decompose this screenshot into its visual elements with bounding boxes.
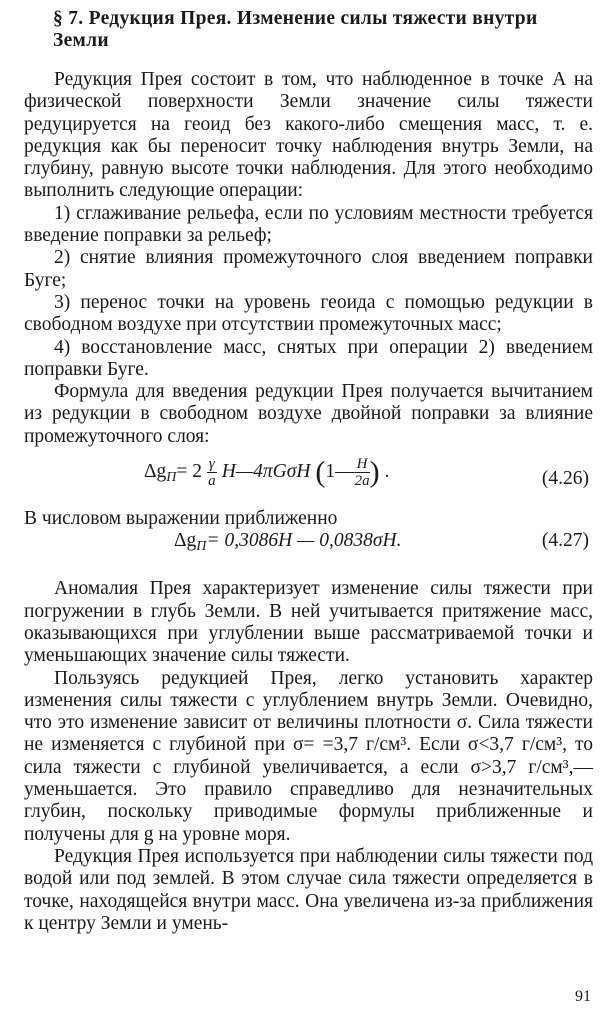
- paragraph-formula-intro: Формула для введения редукции Прея получается вычитанием из редукции в свободном воздухе двойной поправки за влияние промежуточного слоя:: [24, 381, 593, 447]
- paragraph-density: Пользуясь редукцией Прея, легко установить характер изменения силы тяжести с углублением внутрь Земли. Очевидно, что это изменение зависит от величины плотности σ. Сила тяжести не изменяется с глубиной при σ= =3,7 г/см³. Если σ<3,7 г/см³, то сила тяжести с глубиной увеличивается, а если σ>3,7 г/см³,— уменьшается. Это правило справедливо для незначительных глубин, поскольку приводимые формулы приближенные и получены для g на уровне моря.: [24, 667, 593, 845]
- equation-number-4-26: (4.26): [541, 468, 589, 490]
- list-item-3: 3) перенос точки на уровень геоида с помощью редукции в свободном воздухе при отсутствии промежуточных масс;: [24, 291, 593, 336]
- formula-4-26: [24, 454, 593, 502]
- formula-4-26-expression: $\Delta g_П= 2$ $\frac{\gamma}{a}$ H—4πGσH (1— $\frac{H}{2a}$ ) .: [144, 455, 390, 490]
- page-number: 91: [575, 988, 591, 1005]
- fraction-h-2a: $\frac{H}{2a}$: [354, 456, 370, 490]
- paragraph-usage: Редукция Прея используется при наблюдении силы тяжести под водой или под землей. В этом случае сила тяжести определяется в точке, находящейся внутри масс. Она увеличена из-за приближения к центру Земли и умень-: [24, 845, 593, 934]
- section-title: § 7. Редукция Прея. Изменение силы тяжести внутри Земли: [53, 8, 538, 51]
- fraction-gamma-a: $\frac{\gamma}{a}$: [208, 456, 216, 490]
- paragraph-numeric: В числовом выражении приближенно: [24, 508, 338, 530]
- paragraph-anomaly: Аномалия Прея характеризует изменение силы тяжести при погружении в глубь Земли. В ней учитывается притяжение масс, оказывающихся при углублении выше рассматриваемой точки и уменьшающих значение силы тяжести.: [24, 578, 593, 667]
- formula-4-27-expression: $\Delta g_П= 0,3086H$ — 0,0838σH.: [174, 530, 402, 555]
- list-item-4: 4) восстановление масс, снятых при операции 2) введением поправки Буге.: [24, 336, 593, 380]
- formula-4-27: [24, 530, 593, 558]
- paragraph-intro: Редукция Прея состоит в том, что наблюденное в точке A на физической поверхности Земли значение силы тяжести редуцируется на геоид без какого-либо смещения масс, т. е. редукция как бы переносит точку наблюдения внутрь Земли, на глубину, равную высоте точки наблюдения. Для этого необходимо выполнить следующие операции:: [24, 69, 593, 202]
- body-text: [24, 69, 593, 935]
- list-item-2: 2) снятие влияния промежуточного слоя введением поправки Буге;: [24, 247, 593, 291]
- equation-number-4-27: (4.27): [541, 530, 589, 552]
- list-item-1: 1) сглаживание рельефа, если по условиям местности требуется введение поправки за рельеф;: [24, 202, 593, 247]
